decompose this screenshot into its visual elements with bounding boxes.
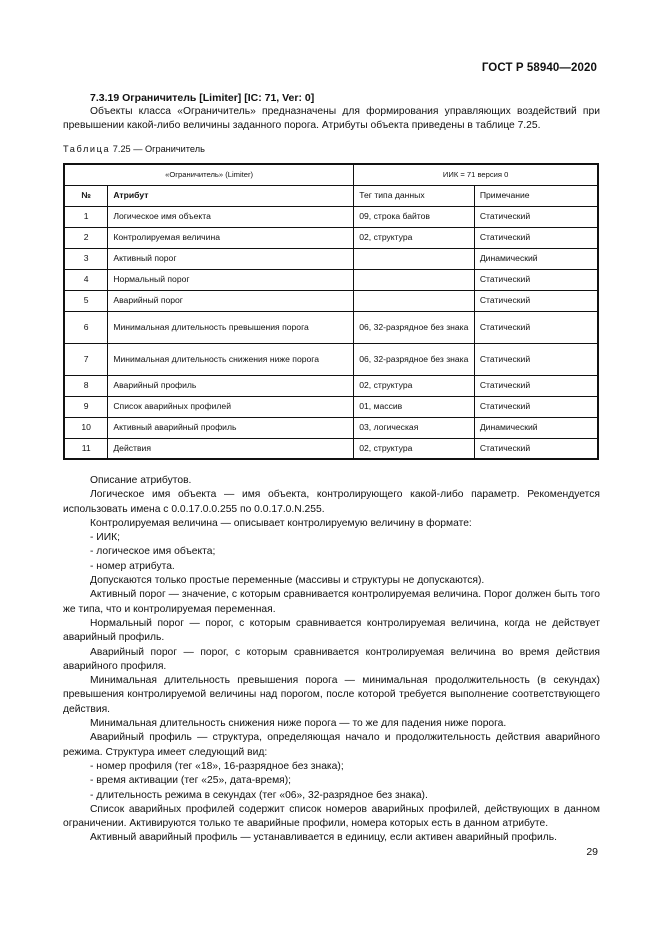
list-item: - ИИК; [90, 532, 120, 544]
header-number: № [64, 185, 108, 206]
row-attribute: Нормальный порог [108, 269, 354, 290]
row-attribute: Контролируемая величина [108, 227, 354, 248]
list-item: - время активации (тег «25», дата-время); [90, 775, 292, 787]
paragraph: Активный порог — значение, с которым сравнивается контролируемая величина. Порог должен быть того же типа, что и контролируемая переменная. [63, 589, 600, 615]
table-row [64, 206, 598, 227]
table-row [64, 396, 598, 417]
row-type: 09, строка байтов [354, 206, 475, 227]
paragraph: Активный аварийный профиль — устанавливается в единицу, если активен аварийный профиль. [90, 832, 558, 844]
table-row [64, 375, 598, 396]
row-note: Статический [474, 227, 598, 248]
header-note: Примечание [474, 185, 598, 206]
row-attribute: Аварийный порог [108, 290, 354, 311]
row-attribute: Список аварийных профилей [108, 396, 354, 417]
row-note: Динамический [474, 417, 598, 438]
table-row [64, 227, 598, 248]
row-number: 3 [64, 248, 108, 269]
row-attribute: Активный порог [108, 248, 354, 269]
section-intro: Объекты класса «Ограничитель» предназначены для формирования управляющих воздействий при превышении какой-либо величины заданного порога. Атрибуты объекта приведены в таблице 7.25. [63, 106, 600, 132]
row-type: 02, структура [354, 375, 475, 396]
table-header-row [64, 185, 598, 206]
row-attribute: Минимальная длительность снижения ниже порога [108, 343, 354, 375]
table-row [64, 438, 598, 459]
row-type [354, 248, 475, 269]
row-note: Статический [474, 343, 598, 375]
row-attribute: Минимальная длительность превышения порога [108, 311, 354, 343]
table-row [64, 311, 598, 343]
page-number: 29 [586, 846, 598, 858]
row-type: 06, 32-разрядное без знака [354, 343, 475, 375]
paragraph: Допускаются только простые переменные (массивы и структуры не допускаются). [90, 575, 485, 587]
row-type: 03, логическая [354, 417, 475, 438]
row-note: Статический [474, 290, 598, 311]
row-note: Статический [474, 206, 598, 227]
row-type [354, 269, 475, 290]
list-item: - номер атрибута. [90, 560, 175, 572]
paragraph: Список аварийных профилей содержит список номеров аварийных профилей, действующих в данном ограничении. Активируются только те аварийные профили, номера которых есть в данном атрибуте. [63, 803, 600, 830]
row-number: 10 [64, 417, 108, 438]
paragraph: Минимальная длительность снижения ниже порога — то же для падения ниже порога. [90, 718, 507, 730]
list-item: - длительность режима в секундах (тег «06», 32-разрядное без знака). [90, 789, 428, 801]
class-id-cell: ИИК = 71 версия 0 [354, 164, 598, 185]
row-number: 11 [64, 438, 108, 459]
row-type: 02, структура [354, 227, 475, 248]
paragraph: Описание атрибутов. [90, 475, 192, 486]
row-attribute: Логическое имя объекта [108, 206, 354, 227]
attributes-table [63, 163, 599, 460]
row-number: 5 [64, 290, 108, 311]
table-row [64, 417, 598, 438]
row-note: Динамический [474, 248, 598, 269]
section-title: 7.3.19 Ограничитель [Limiter] [IC: 71, Ver: 0] [90, 92, 315, 104]
paragraph: Минимальная длительность превышения порога — минимальная продолжительность (в секундах) превышения контролируемой величины над порогом, после которой требуется выполнение соответствующего действия. [63, 675, 600, 715]
list-item: - номер профиля (тег «18», 16-разрядное без знака); [90, 760, 344, 772]
paragraph: Логическое имя объекта — имя объекта, контролирующего какой-либо параметр. Рекомендуется использовать имена с 0.0.17.0.0.255 по 0.0.17.0.N.255. [63, 489, 600, 515]
paragraph: Нормальный порог — порог, с которым сравнивается контролируемая величина, когда не действует аварийный профиль. [63, 617, 600, 644]
table-row [64, 269, 598, 290]
row-type: 01, массив [354, 396, 475, 417]
table-row [64, 248, 598, 269]
row-number: 1 [64, 206, 108, 227]
table-row [64, 343, 598, 375]
row-note: Статический [474, 311, 598, 343]
row-type: 06, 32-разрядное без знака [354, 311, 475, 343]
row-number: 2 [64, 227, 108, 248]
row-note: Статический [474, 396, 598, 417]
row-attribute: Активный аварийный профиль [108, 417, 354, 438]
table-caption-text: 7.25 — Ограничитель [110, 144, 205, 154]
table-caption-prefix: Таблица [63, 144, 111, 154]
table-caption [63, 144, 205, 154]
row-type [354, 290, 475, 311]
row-note: Статический [474, 269, 598, 290]
list-item: - логическое имя объекта; [90, 546, 216, 558]
row-number: 8 [64, 375, 108, 396]
row-number: 6 [64, 311, 108, 343]
table-row [64, 290, 598, 311]
row-number: 7 [64, 343, 108, 375]
row-note: Статический [474, 375, 598, 396]
standard-number: ГОСТ Р 58940—2020 [481, 62, 597, 74]
paragraph: Контролируемая величина — описывает контролируемую величину в формате: [90, 517, 472, 529]
row-note: Статический [474, 438, 598, 459]
row-attribute: Действия [108, 438, 354, 459]
header-type: Тег типа данных [354, 185, 475, 206]
row-number: 4 [64, 269, 108, 290]
header-attribute: Атрибут [108, 185, 354, 206]
paragraph: Аварийный профиль — структура, определяющая начало и продолжительность действия аварийного режима. Структура имеет следующий вид: [63, 732, 600, 758]
table-class-row [64, 164, 598, 185]
attribute-descriptions [63, 474, 600, 846]
paragraph: Аварийный порог — порог, с которым сравнивается контролируемая величина во время действия аварийного профиля. [63, 646, 600, 672]
row-type: 02, структура [354, 438, 475, 459]
row-number: 9 [64, 396, 108, 417]
class-name-cell: «Ограничитель» (Limiter) [64, 164, 354, 185]
row-attribute: Аварийный профиль [108, 375, 354, 396]
